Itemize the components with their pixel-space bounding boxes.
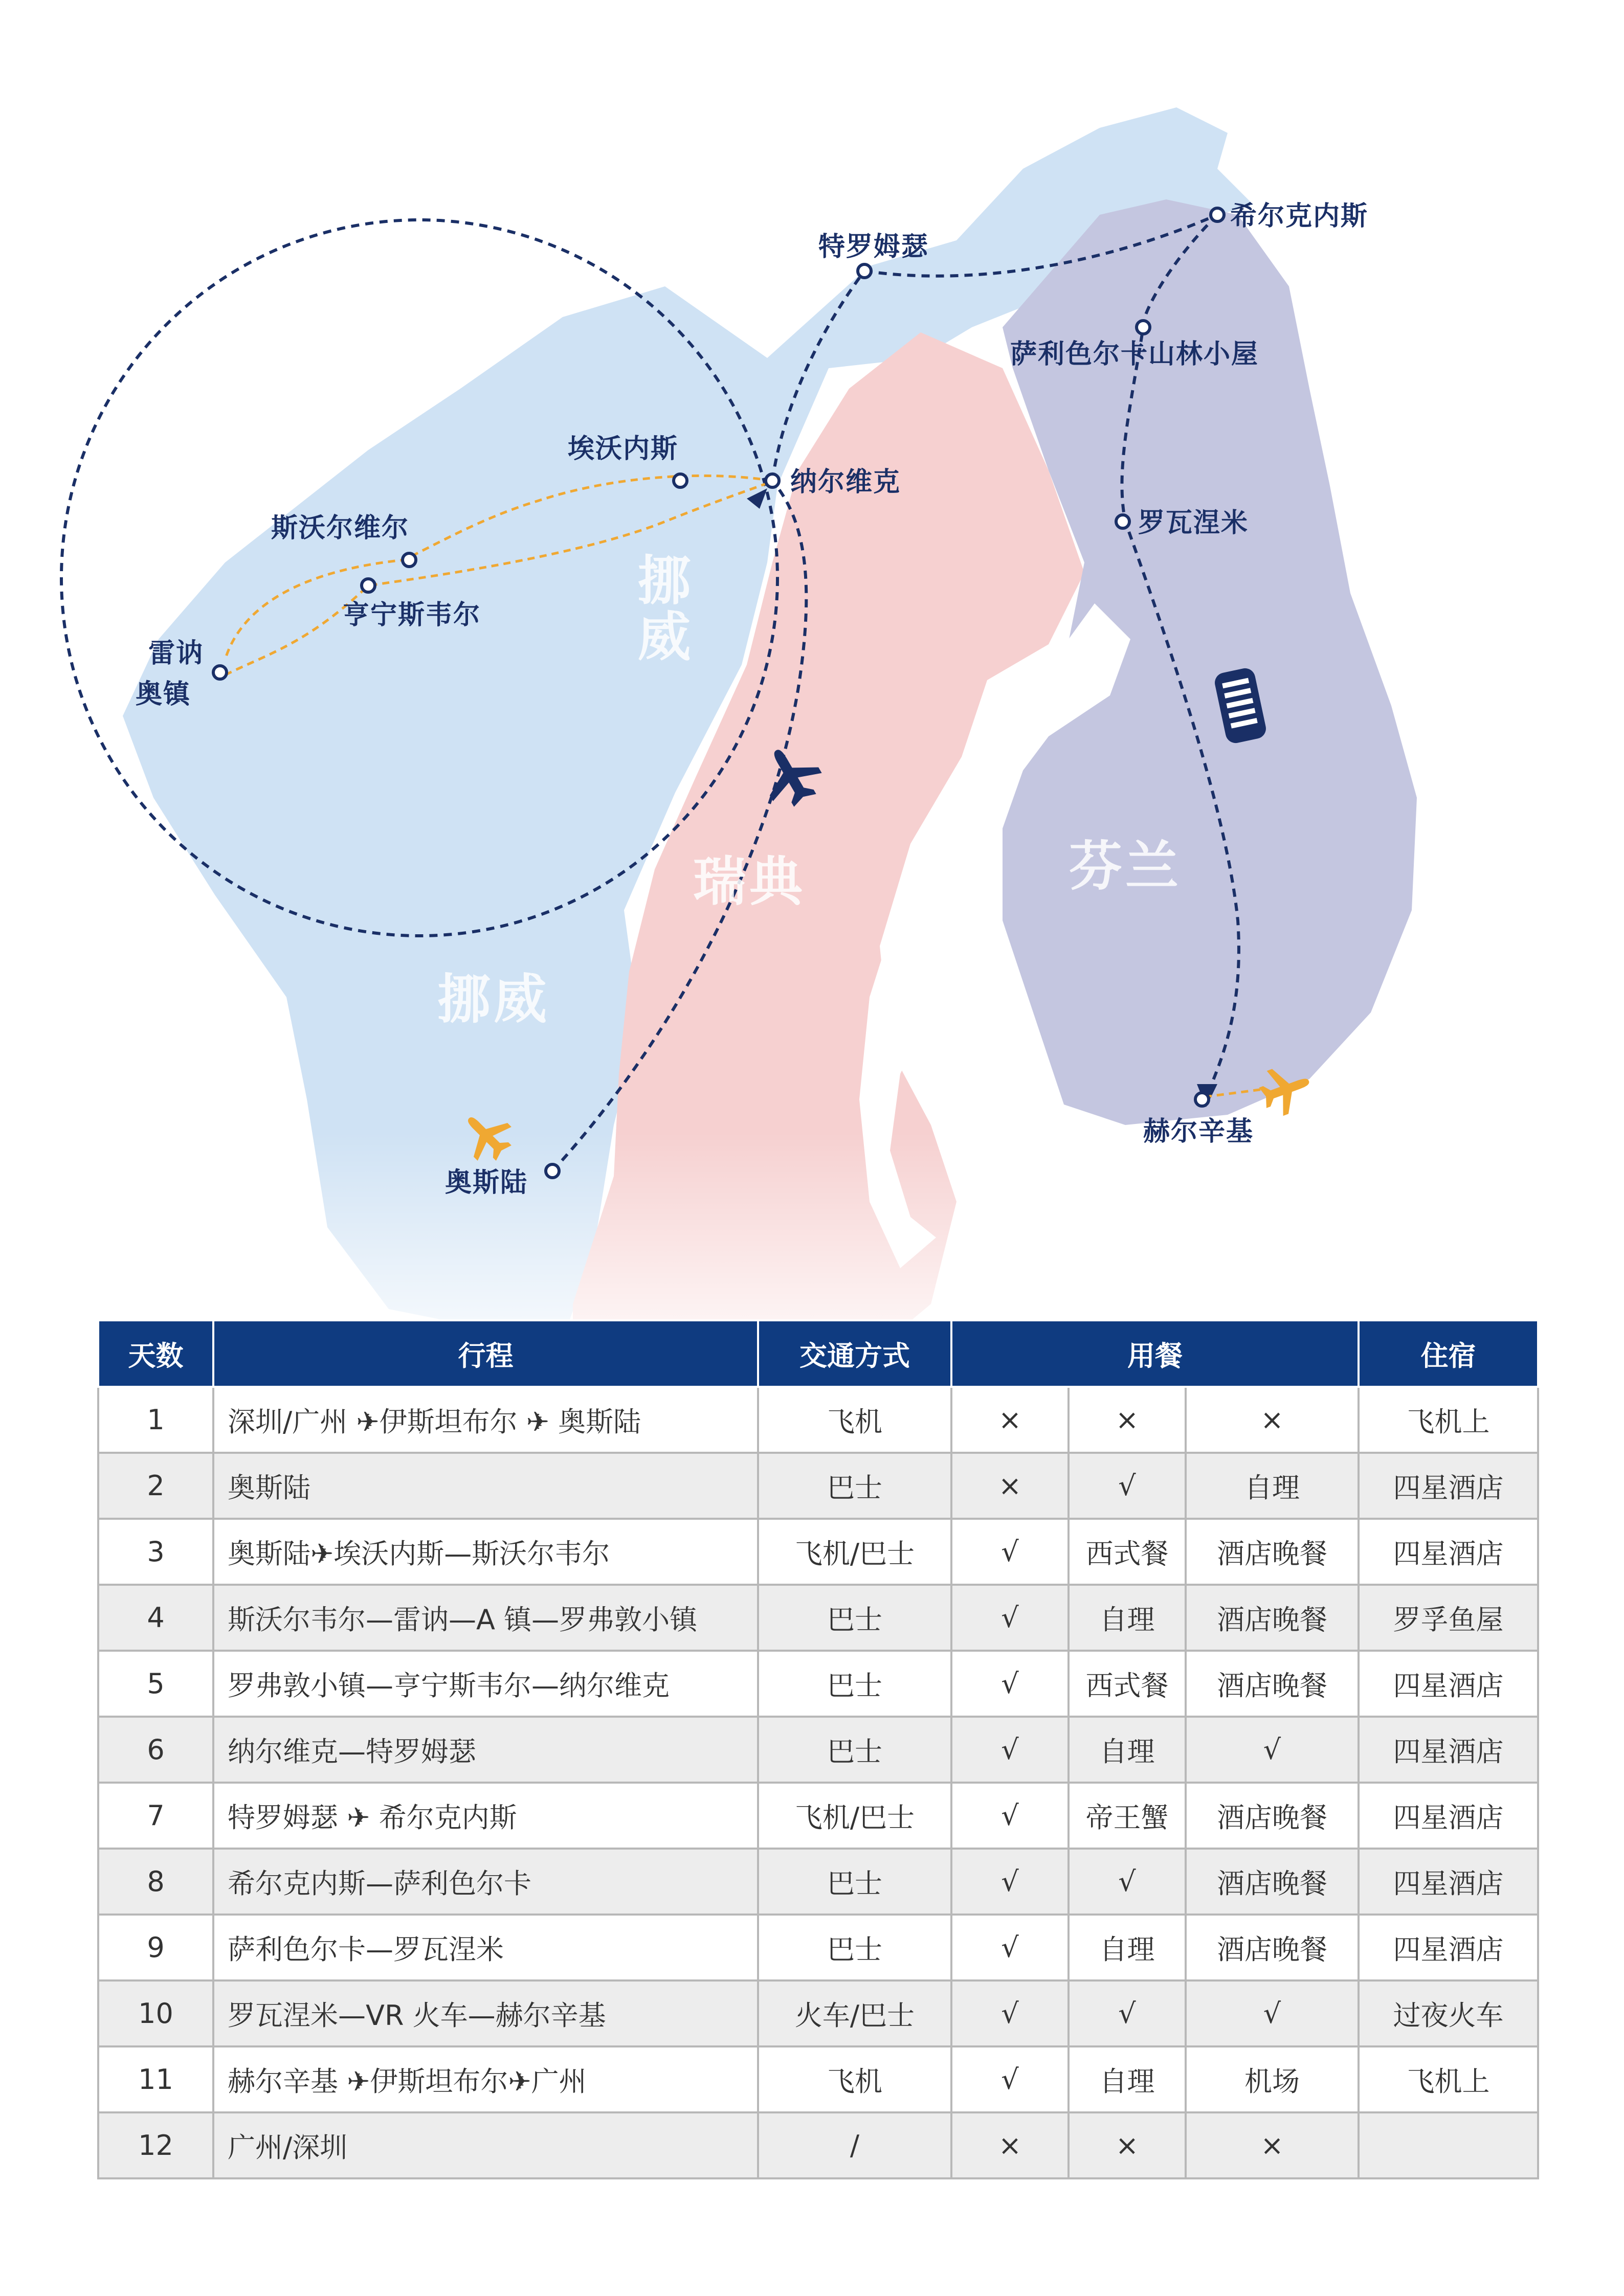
city-label-a-town: 奥镇: [136, 679, 191, 710]
cell-hotel: 飞机上: [1359, 2046, 1538, 2112]
city-label-helsinki: 赫尔辛基: [1143, 1116, 1254, 1147]
cell-day: 11: [98, 2046, 213, 2112]
cell-breakfast: √: [951, 1519, 1069, 1585]
cell-dinner: √: [1186, 1980, 1359, 2046]
cell-dinner: 酒店晚餐: [1186, 1849, 1359, 1915]
cell-route: 特罗姆瑟 ✈ 希尔克内斯: [213, 1783, 758, 1849]
cell-route: 奥斯陆✈埃沃内斯—斯沃尔韦尔: [213, 1519, 758, 1585]
cell-lunch: 西式餐: [1069, 1519, 1186, 1585]
table-row: [98, 1717, 1538, 1783]
cell-breakfast: √: [951, 1980, 1069, 2046]
cell-breakfast: √: [951, 1585, 1069, 1651]
table-header-row: [98, 1320, 1538, 1387]
cell-hotel: [1359, 2112, 1538, 2178]
city-label-svolvaer: 斯沃尔维尔: [271, 513, 410, 544]
cell-transport: 火车/巴士: [758, 1980, 951, 2046]
table-row: [98, 2112, 1538, 2178]
city-dot-tromso: [858, 264, 871, 278]
cell-day: 12: [98, 2112, 213, 2178]
city-label-narvik: 纳尔维克: [790, 467, 901, 498]
table-row: [98, 2046, 1538, 2112]
cell-lunch: 自理: [1069, 1717, 1186, 1783]
cell-transport: 飞机/巴士: [758, 1783, 951, 1849]
cell-day: 4: [98, 1585, 213, 1651]
cell-dinner: 酒店晚餐: [1186, 1585, 1359, 1651]
cell-transport: 巴士: [758, 1585, 951, 1651]
cell-dinner: √: [1186, 1717, 1359, 1783]
cell-hotel: 四星酒店: [1359, 1453, 1538, 1519]
cell-dinner: 酒店晚餐: [1186, 1519, 1359, 1585]
table-row: [98, 1980, 1538, 2046]
cell-dinner: 机场: [1186, 2046, 1359, 2112]
city-dot-rovaniemi: [1116, 515, 1129, 528]
city-label-reine: 雷讷: [148, 638, 204, 669]
city-dot-oslo: [546, 1164, 559, 1178]
cell-breakfast: ×: [951, 2112, 1069, 2178]
header-route: 行程: [213, 1320, 758, 1387]
cell-lunch: 自理: [1069, 1585, 1186, 1651]
cell-day: 5: [98, 1651, 213, 1717]
city-dot-narvik: [766, 474, 779, 487]
cell-day: 9: [98, 1915, 213, 1980]
cell-lunch: √: [1069, 1980, 1186, 2046]
cell-breakfast: ×: [951, 1387, 1069, 1453]
table-row: [98, 1585, 1538, 1651]
cell-breakfast: √: [951, 1651, 1069, 1717]
city-label-saariselka: 萨利色尔卡山林小屋: [1010, 339, 1259, 370]
cell-day: 8: [98, 1849, 213, 1915]
cell-lunch: 帝王蟹: [1069, 1783, 1186, 1849]
cell-route: 奥斯陆: [213, 1453, 758, 1519]
city-label-kirkenes: 希尔克内斯: [1230, 201, 1369, 232]
cell-breakfast: √: [951, 2046, 1069, 2112]
cell-day: 7: [98, 1783, 213, 1849]
itinerary-table-body: [98, 1387, 1538, 2178]
city-label-henningsvaer: 亨宁斯韦尔: [343, 600, 481, 631]
cell-transport: 飞机: [758, 2046, 951, 2112]
header-transport: 交通方式: [758, 1320, 951, 1387]
table-row: [98, 1387, 1538, 1453]
cell-breakfast: ×: [951, 1453, 1069, 1519]
country-label-norway-south: 挪威: [437, 967, 550, 1030]
cell-day: 2: [98, 1453, 213, 1519]
cell-breakfast: √: [951, 1849, 1069, 1915]
cell-route: 纳尔维克—特罗姆瑟: [213, 1717, 758, 1783]
city-dot-svolvaer: [403, 553, 416, 567]
cell-lunch: √: [1069, 1453, 1186, 1519]
cell-hotel: 四星酒店: [1359, 1651, 1538, 1717]
cell-day: 3: [98, 1519, 213, 1585]
cell-transport: 飞机/巴士: [758, 1519, 951, 1585]
table-row: [98, 1519, 1538, 1585]
itinerary-table-wrap: [97, 1319, 1537, 2179]
cell-hotel: 四星酒店: [1359, 1717, 1538, 1783]
cell-route: 广州/深圳: [213, 2112, 758, 2178]
table-row: [98, 1783, 1538, 1849]
cell-hotel: 过夜火车: [1359, 1980, 1538, 2046]
cell-route: 斯沃尔韦尔—雷讷—A 镇—罗弗敦小镇: [213, 1585, 758, 1651]
cell-dinner: 酒店晚餐: [1186, 1915, 1359, 1980]
cell-lunch: 自理: [1069, 2046, 1186, 2112]
country-label-norway-north: 挪威: [628, 552, 692, 665]
cell-route: 罗瓦涅米—VR 火车—赫尔辛基: [213, 1980, 758, 2046]
city-label-rovaniemi: 罗瓦涅米: [1138, 508, 1249, 538]
table-row: [98, 1651, 1538, 1717]
cell-lunch: ×: [1069, 1387, 1186, 1453]
cell-dinner: 酒店晚餐: [1186, 1783, 1359, 1849]
cell-breakfast: √: [951, 1915, 1069, 1980]
cell-transport: 巴士: [758, 1717, 951, 1783]
cell-dinner: 自理: [1186, 1453, 1359, 1519]
cell-lunch: √: [1069, 1849, 1186, 1915]
cell-lunch: ×: [1069, 2112, 1186, 2178]
cell-transport: 巴士: [758, 1453, 951, 1519]
cell-hotel: 四星酒店: [1359, 1849, 1538, 1915]
city-dot-saariselka: [1137, 321, 1150, 334]
header-hotel: 住宿: [1359, 1320, 1538, 1387]
cell-lunch: 自理: [1069, 1915, 1186, 1980]
cell-route: 深圳/广州 ✈伊斯坦布尔 ✈ 奥斯陆: [213, 1387, 758, 1453]
cell-day: 6: [98, 1717, 213, 1783]
city-dot-henningsvaer: [362, 579, 375, 592]
cell-route: 萨利色尔卡—罗瓦涅米: [213, 1915, 758, 1980]
cell-hotel: 四星酒店: [1359, 1519, 1538, 1585]
city-dot-reine: [213, 666, 227, 679]
city-dot-kirkenes: [1211, 208, 1224, 221]
cell-day: 10: [98, 1980, 213, 2046]
cell-route: 赫尔辛基 ✈伊斯坦布尔✈广州: [213, 2046, 758, 2112]
cell-transport: 飞机: [758, 1387, 951, 1453]
country-label-finland: 芬兰: [1069, 835, 1182, 897]
cell-day: 1: [98, 1387, 213, 1453]
cell-hotel: 四星酒店: [1359, 1915, 1538, 1980]
cell-route: 罗弗敦小镇—亨宁斯韦尔—纳尔维克: [213, 1651, 758, 1717]
cell-hotel: 飞机上: [1359, 1387, 1538, 1453]
cell-dinner: ×: [1186, 2112, 1359, 2178]
city-label-evenes: 埃沃内斯: [568, 434, 679, 464]
cell-transport: 巴士: [758, 1651, 951, 1717]
table-row: [98, 1453, 1538, 1519]
table-row: [98, 1915, 1538, 1980]
cell-breakfast: √: [951, 1717, 1069, 1783]
cell-dinner: 酒店晚餐: [1186, 1651, 1359, 1717]
itinerary-table: [97, 1319, 1539, 2179]
cell-lunch: 西式餐: [1069, 1651, 1186, 1717]
table-row: [98, 1849, 1538, 1915]
header-day: 天数: [98, 1320, 213, 1387]
cell-route: 希尔克内斯—萨利色尔卡: [213, 1849, 758, 1915]
cell-dinner: ×: [1186, 1387, 1359, 1453]
city-dot-helsinki: [1195, 1093, 1209, 1106]
cell-transport: 巴士: [758, 1849, 951, 1915]
cell-hotel: 四星酒店: [1359, 1783, 1538, 1849]
cell-transport: /: [758, 2112, 951, 2178]
city-label-tromso: 特罗姆瑟: [818, 232, 929, 262]
cell-transport: 巴士: [758, 1915, 951, 1980]
country-label-sweden: 瑞典: [693, 850, 806, 913]
city-label-oslo: 奥斯陆: [445, 1167, 528, 1198]
city-dot-evenes: [674, 474, 687, 487]
cell-hotel: 罗孚鱼屋: [1359, 1585, 1538, 1651]
cell-breakfast: √: [951, 1783, 1069, 1849]
header-meals: 用餐: [951, 1320, 1359, 1387]
